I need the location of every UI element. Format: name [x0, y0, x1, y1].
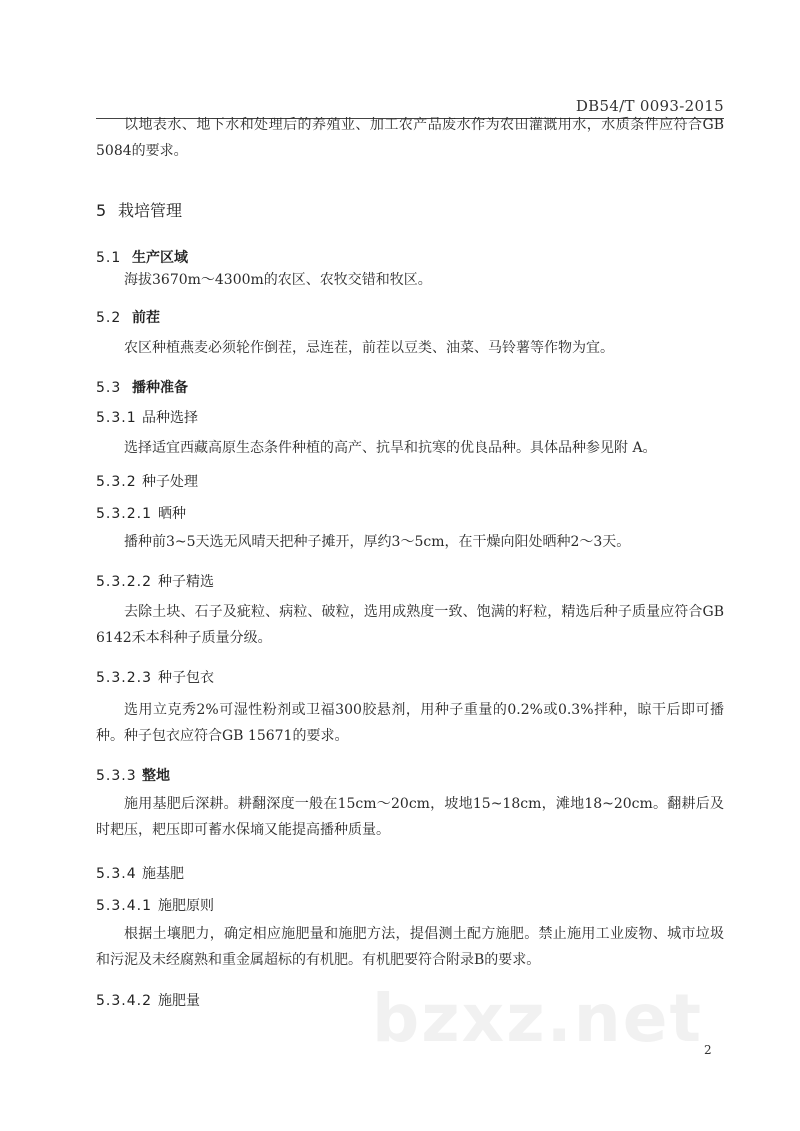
paragraph-intro: 以地表水、地下水和处理后的养殖业、加工农产品废水作为农田灌溉用水，水质条件应符合GB 5084的要求。 — [96, 117, 724, 159]
section-title: 种子精选 — [158, 574, 214, 590]
section-heading-5-1 — [96, 247, 188, 267]
section-title: 品种选择 — [142, 410, 198, 426]
section-number: 5.3.1 — [96, 410, 137, 426]
section-number: 5.3.2.1 — [96, 506, 152, 522]
section-title: 施肥量 — [158, 993, 200, 1009]
section-heading-5-3-2-2 — [96, 571, 214, 591]
section-heading-5-3-2 — [96, 471, 198, 491]
paragraph-5-3-3: 施用基肥后深耕。耕翻深度一般在15cm～20cm，坡地15~18cm，滩地18~20cm。翻耕后及时耙压，耙压即可蓄水保墒又能提高播种质量。 — [96, 796, 724, 838]
section-title: 施肥原则 — [158, 898, 214, 914]
section-heading-5-3-2-3 — [96, 667, 214, 687]
section-number: 5.3.2 — [96, 474, 137, 490]
section-number: 5.3.4 — [96, 866, 137, 882]
section-heading-5-3-3 — [96, 765, 170, 785]
section-title: 播种准备 — [132, 380, 188, 396]
paragraph-5-3-2-2: 去除土块、石子及疵粒、病粒、破粒，选用成熟度一致、饱满的籽粒，精选后种子质量应符合GB 6142禾本科种子质量分级。 — [96, 604, 724, 646]
section-heading-5-3-4 — [96, 863, 184, 883]
paragraph-5-2: 农区种植燕麦必须轮作倒茬，忌连茬，前茬以豆类、油菜、马铃薯等作物为宜。 — [124, 340, 614, 356]
section-number: 5 — [96, 201, 108, 220]
paragraph-5-3-2-1: 播种前3~5天选无风晴天把种子摊开，厚约3～5cm，在干燥向阳处晒种2～3天。 — [124, 534, 631, 550]
document-code: DB54/T 0093-2015 — [575, 97, 724, 115]
paragraph-5-3-4-1: 根据土壤肥力，确定相应施肥量和施肥方法，提倡测土配方施肥。禁止施用工业废物、城市垃圾和污泥及未经腐熟和重金属超标的有机肥。有机肥要符合附录B的要求。 — [96, 926, 724, 968]
section-title: 生产区域 — [132, 250, 188, 266]
section-title: 种子处理 — [142, 474, 198, 490]
section-number: 5.3.3 — [96, 768, 137, 784]
watermark: bzxz.net — [372, 980, 704, 1057]
section-number: 5.3.4.1 — [96, 898, 152, 914]
section-title: 种子包衣 — [158, 670, 214, 686]
section-heading-5-3-4-1 — [96, 895, 214, 915]
paragraph-5-3-1: 选择适宜西藏高原生态条件种植的高产、抗旱和抗寒的优良品种。具体品种参见附 A。 — [124, 440, 657, 456]
section-number: 5.1 — [96, 250, 122, 266]
page-number: 2 — [704, 1043, 712, 1057]
section-title: 栽培管理 — [118, 201, 183, 220]
section-title: 施基肥 — [142, 866, 184, 882]
section-number: 5.3.2.3 — [96, 670, 152, 686]
paragraph-5-1: 海拔3670m～4300m的农区、农牧交错和牧区。 — [124, 272, 432, 288]
section-heading-5-2 — [96, 307, 160, 327]
section-number: 5.2 — [96, 310, 122, 326]
section-number: 5.3.2.2 — [96, 574, 152, 590]
section-heading-5 — [96, 198, 182, 221]
section-title: 前茬 — [132, 310, 160, 326]
section-heading-5-3 — [96, 377, 188, 397]
section-heading-5-3-4-2 — [96, 990, 200, 1010]
section-number: 5.3.4.2 — [96, 993, 152, 1009]
section-heading-5-3-1 — [96, 407, 198, 427]
paragraph-5-3-2-3: 选用立克秀2%可湿性粉剂或卫福300胶悬剂，用种子重量的0.2%或0.3%拌种，晾干后即可播种。种子包衣应符合GB 15671的要求。 — [96, 702, 724, 744]
section-number: 5.3 — [96, 380, 122, 396]
section-title: 整地 — [142, 768, 170, 784]
section-title: 晒种 — [158, 506, 186, 522]
section-heading-5-3-2-1 — [96, 503, 186, 523]
